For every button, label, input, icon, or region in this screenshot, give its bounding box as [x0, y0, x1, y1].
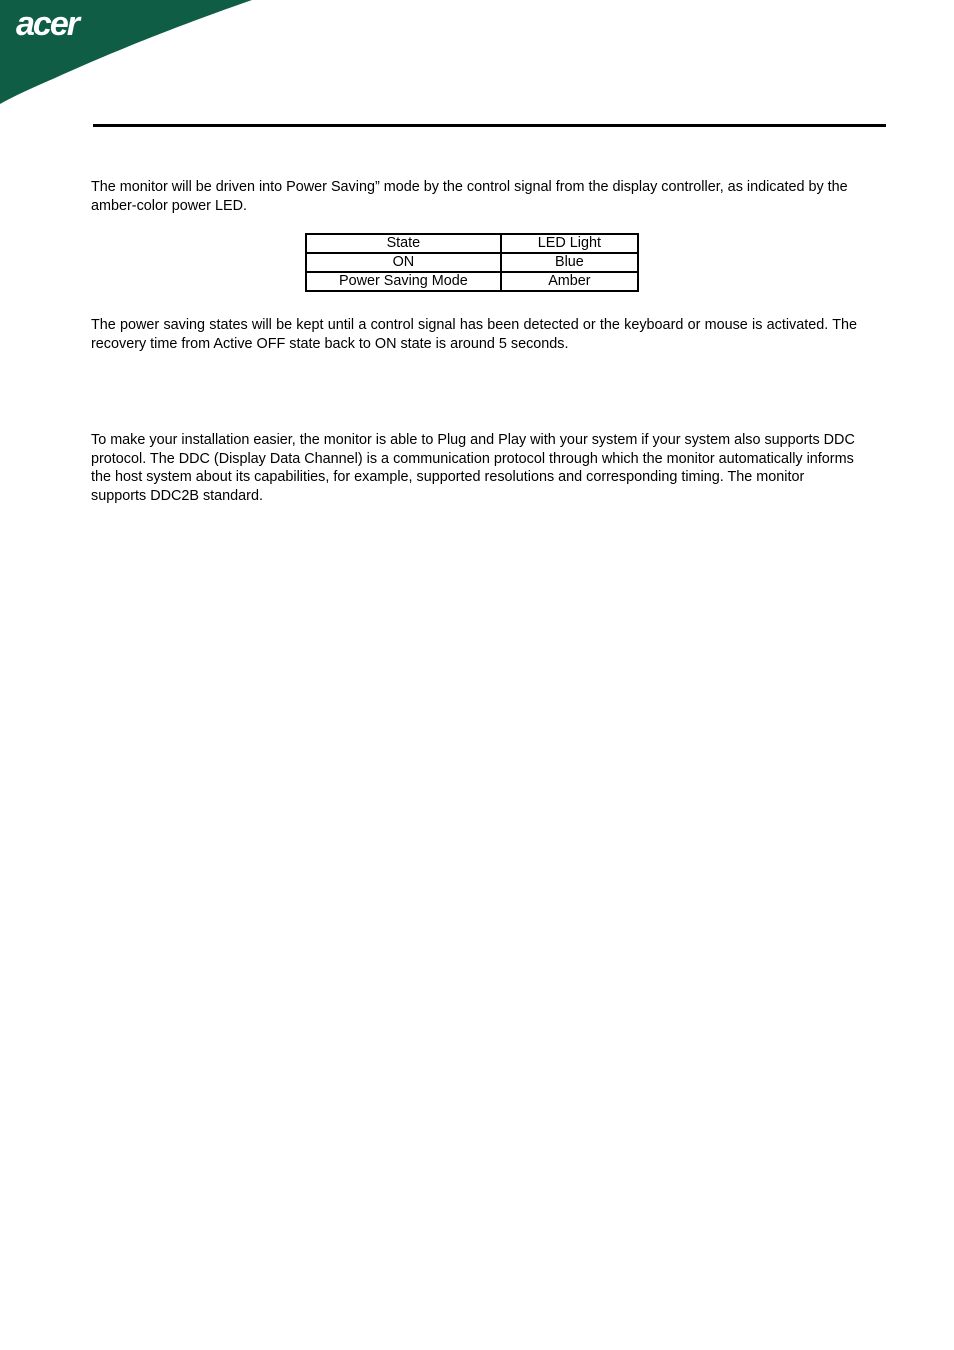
table-header-row — [306, 234, 638, 253]
ddc-plug-and-play: To make your installation easier, the monitor is able to Plug and Play with your system if your system also supports DDC protocol. The DDC (Display Data Channel) is a communication protocol through which the monitor automatically informs the host system about its capabilities, for example, supported resolutions and corresponding timing. The monitor supports DDC2B standard. — [91, 432, 855, 504]
power-saving-intro: The monitor will be driven into Power Saving” mode by the control signal from the display controller, as indicated by the amber-color power LED. — [91, 179, 848, 214]
table-cell: Blue — [501, 253, 638, 272]
power-saving-recovery: The power saving states will be kept until a control signal has been detected or the keyboard or mouse is activated. The recovery time from Active OFF state back to ON state is around 5 seconds. — [91, 317, 857, 352]
logo-wordmark: acer — [16, 5, 78, 43]
table-cell: ON — [306, 253, 501, 272]
table-cell: Amber — [501, 272, 638, 291]
table-row — [306, 253, 638, 272]
led-state-table — [305, 233, 639, 292]
table-row — [306, 272, 638, 291]
table-header-cell: LED Light — [501, 234, 638, 253]
header-divider — [93, 124, 886, 127]
table-header-cell: State — [306, 234, 501, 253]
table-cell: Power Saving Mode — [306, 272, 501, 291]
acer-logo — [0, 0, 260, 110]
